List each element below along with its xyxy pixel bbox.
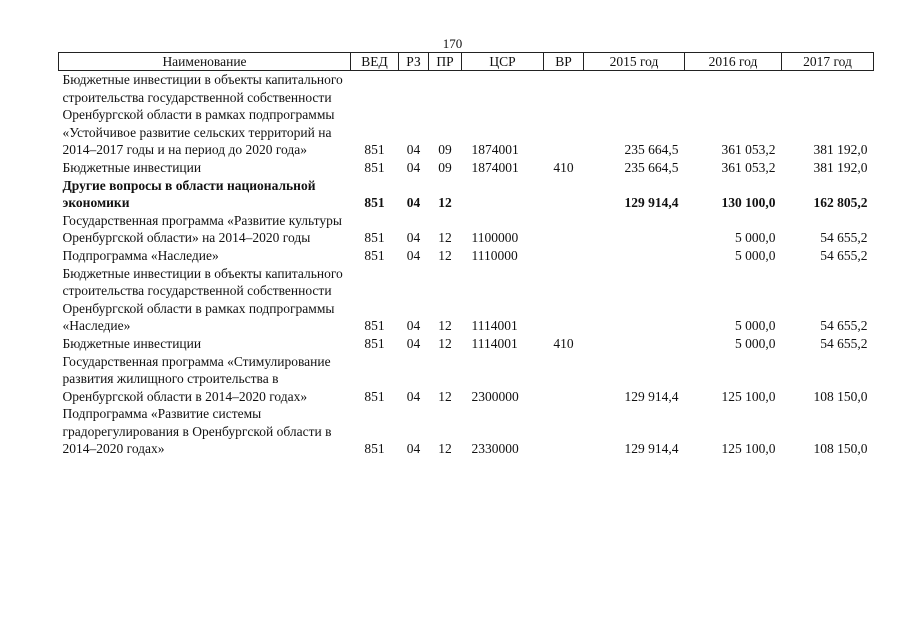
row-2016: 130 100,0 (721, 195, 776, 211)
row-ved: 851 (364, 230, 385, 246)
table-row (59, 159, 874, 177)
row-name: Государственная программа «Развитие культуры Оренбургской области» на 2014–2020 годы (62, 212, 342, 246)
row-csr (462, 177, 544, 212)
row-2015: 129 914,4 (624, 388, 679, 404)
table-row (59, 71, 874, 159)
row-pr: 12 (438, 318, 452, 334)
header-vr: ВР (544, 53, 584, 71)
row-ved: 851 (364, 388, 385, 404)
header-ved: ВЕД (351, 53, 399, 71)
row-2015: 235 664,5 (624, 142, 679, 158)
row-2015 (584, 212, 685, 247)
row-2017: 108 150,0 (813, 388, 868, 404)
row-2015: 129 914,4 (624, 195, 679, 211)
table-row (59, 265, 874, 335)
row-csr: 2300000 (471, 388, 519, 404)
row-ved: 851 (364, 195, 385, 211)
row-2016: 5 000,0 (735, 318, 776, 334)
row-name: Бюджетные инвестиции в объекты капитального строительства государственной собственности Оренбургской области в рамках подпрограммы «Наследие» (62, 265, 343, 334)
row-2016: 5 000,0 (735, 247, 776, 263)
row-rz: 04 (406, 441, 421, 457)
row-ved: 851 (364, 142, 385, 158)
budget-table (58, 52, 874, 458)
row-name: Подпрограмма «Наследие» (62, 247, 219, 263)
row-name: Бюджетные инвестиции (62, 335, 202, 351)
row-2017: 54 655,2 (820, 230, 868, 246)
row-pr: 12 (438, 388, 452, 404)
header-2017: 2017 год (782, 53, 874, 71)
header-2015: 2015 год (584, 53, 685, 71)
row-vr (544, 405, 584, 458)
header-pr: ПР (429, 53, 462, 71)
row-ved: 851 (364, 335, 385, 351)
row-vr (544, 177, 584, 212)
row-pr: 12 (438, 195, 452, 211)
row-2017: 381 192,0 (813, 159, 868, 175)
row-name: Государственная программа «Стимулирование развития жилищного строительства в Оренбургской области в 2014–2020 годах» (62, 353, 331, 404)
row-2017: 54 655,2 (820, 335, 868, 351)
row-name: Другие вопросы в области национальной экономики (62, 177, 316, 211)
table-row (59, 405, 874, 458)
row-vr (544, 265, 584, 335)
row-2015: 129 914,4 (624, 441, 679, 457)
row-csr: 1114001 (471, 335, 518, 351)
row-csr: 1874001 (471, 159, 519, 175)
row-rz: 04 (406, 388, 421, 404)
row-vr (544, 353, 584, 406)
row-2017: 381 192,0 (813, 142, 868, 158)
row-ved: 851 (364, 159, 385, 175)
table-row (59, 247, 874, 265)
row-name: Подпрограмма «Развитие системы градорегулирования в Оренбургской области в 2014–2020 годах» (62, 406, 332, 457)
row-2017: 108 150,0 (813, 441, 868, 457)
row-2016: 125 100,0 (721, 441, 776, 457)
header-2016: 2016 год (685, 53, 782, 71)
row-vr: 410 (553, 159, 574, 175)
row-csr: 1114001 (471, 318, 518, 334)
row-name: Бюджетные инвестиции (62, 159, 202, 175)
row-2017: 162 805,2 (813, 195, 868, 211)
row-vr: 410 (553, 335, 574, 351)
row-rz: 04 (406, 195, 421, 211)
row-2016: 361 053,2 (721, 142, 776, 158)
row-pr: 12 (438, 230, 452, 246)
row-2017: 54 655,2 (820, 247, 868, 263)
row-rz: 04 (406, 335, 421, 351)
row-vr (544, 71, 584, 159)
row-vr (544, 247, 584, 265)
row-csr: 1874001 (471, 142, 519, 158)
header-rz: РЗ (399, 53, 429, 71)
row-pr: 09 (438, 159, 452, 175)
row-2015 (584, 335, 685, 353)
row-pr: 12 (438, 335, 452, 351)
row-csr: 1110000 (471, 247, 518, 263)
row-ved: 851 (364, 441, 385, 457)
row-2016: 5 000,0 (735, 335, 776, 351)
table-row (59, 212, 874, 247)
row-ved: 851 (364, 318, 385, 334)
row-rz: 04 (406, 318, 421, 334)
row-2015 (584, 265, 685, 335)
row-2016: 5 000,0 (735, 230, 776, 246)
table-row (59, 353, 874, 406)
page-number: 170 (442, 36, 463, 51)
row-2016: 361 053,2 (721, 159, 776, 175)
row-pr: 12 (438, 441, 452, 457)
header-row (59, 53, 874, 71)
row-2016: 125 100,0 (721, 388, 776, 404)
row-csr: 1100000 (471, 230, 519, 246)
row-rz: 04 (406, 247, 421, 263)
row-rz: 04 (406, 230, 421, 246)
row-rz: 04 (406, 159, 421, 175)
header-name: Наименование (59, 53, 351, 71)
row-ved: 851 (364, 247, 385, 263)
row-rz: 04 (406, 142, 421, 158)
table-row (59, 335, 874, 353)
row-2017: 54 655,2 (820, 318, 868, 334)
row-vr (544, 212, 584, 247)
row-pr: 09 (438, 142, 452, 158)
row-csr: 2330000 (471, 441, 519, 457)
row-2015: 235 664,5 (624, 159, 679, 175)
row-pr: 12 (438, 247, 452, 263)
header-csr: ЦСР (462, 53, 544, 71)
row-name: Бюджетные инвестиции в объекты капитального строительства государственной собственности Оренбургской области в рамках подпрограммы «Устойчивое развитие сельских территорий на 2014–2017 годы и на период до 2020 года» (62, 72, 343, 158)
row-2015 (584, 247, 685, 265)
table-row (59, 177, 874, 212)
